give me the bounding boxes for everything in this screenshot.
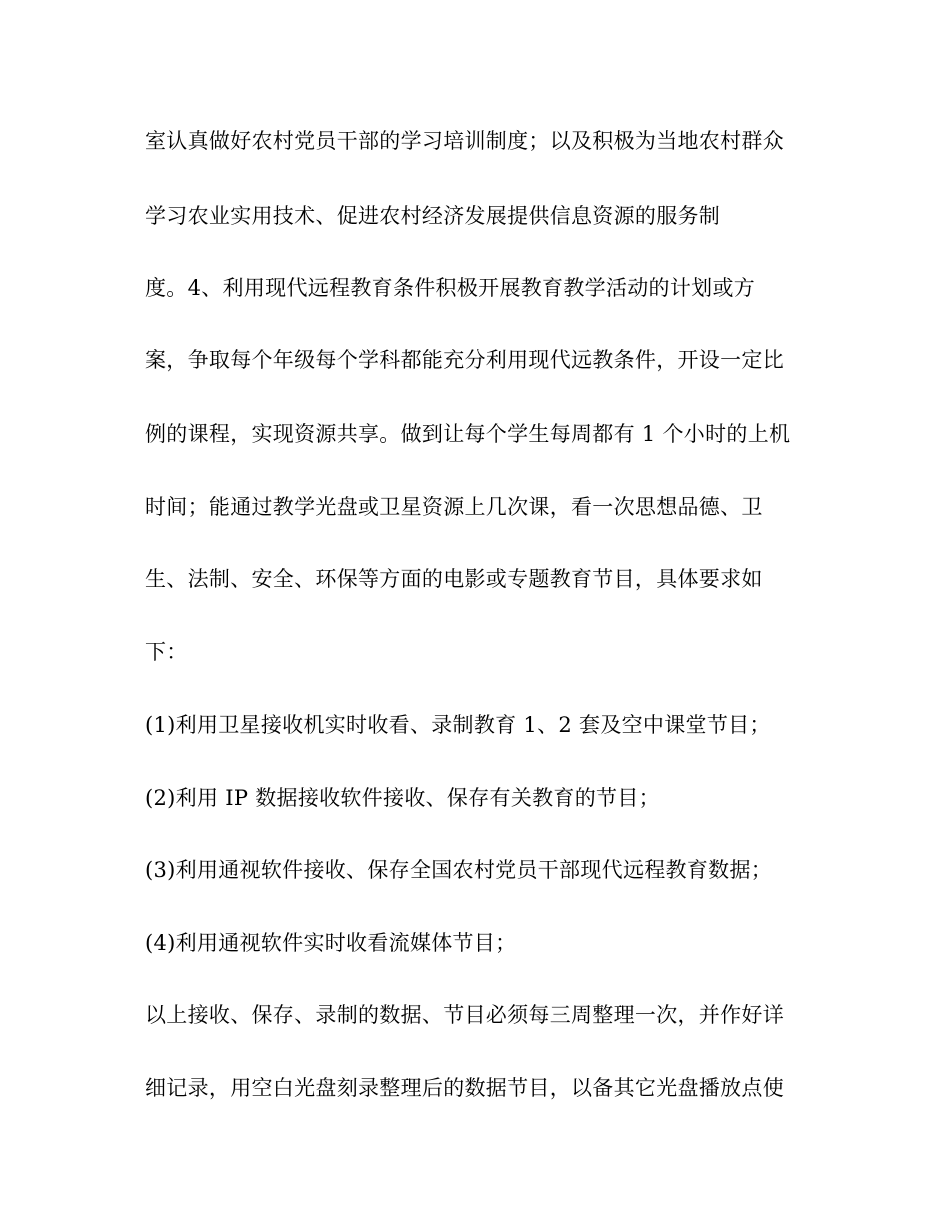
text-line: 室认真做好农村党员干部的学习培训制度；以及积极为当地农村群众 xyxy=(145,129,784,153)
list-item: (2)利用 IP 数据接收软件接收、保存有关教育的节目； xyxy=(145,786,660,810)
text-line: 以上接收、保存、录制的数据、节目必须每三周整理一次，并作好详 xyxy=(145,1003,784,1027)
text-line: 例的课程，实现资源共享。做到让每个学生每周都有 1 个小时的上机 xyxy=(145,422,791,446)
text-line: 度。4、利用现代远程教育条件积极开展教育教学活动的计划或方 xyxy=(145,276,756,300)
text-line: 下： xyxy=(145,640,188,664)
list-item: (1)利用卫星接收机实时收看、录制教育 1、2 套及空中课堂节目； xyxy=(145,713,771,737)
text-line: 案，争取每个年级每个学科都能充分利用现代远教条件，开设一定比 xyxy=(145,348,784,372)
text-line: 时间；能通过教学光盘或卫星资源上几次课，看一次思想品德、卫 xyxy=(145,495,763,519)
list-item: (4)利用通视软件实时收看流媒体节目； xyxy=(145,931,517,955)
text-line: 生、法制、安全、环保等方面的电影或专题教育节目，具体要求如 xyxy=(145,567,763,591)
text-line: 细记录，用空白光盘刻录整理后的数据节目，以备其它光盘播放点使 xyxy=(145,1076,784,1100)
text-line: 学习农业实用技术、促进农村经济发展提供信息资源的服务制 xyxy=(145,204,721,228)
list-item: (3)利用通视软件接收、保存全国农村党员干部现代远程教育数据； xyxy=(145,858,773,882)
